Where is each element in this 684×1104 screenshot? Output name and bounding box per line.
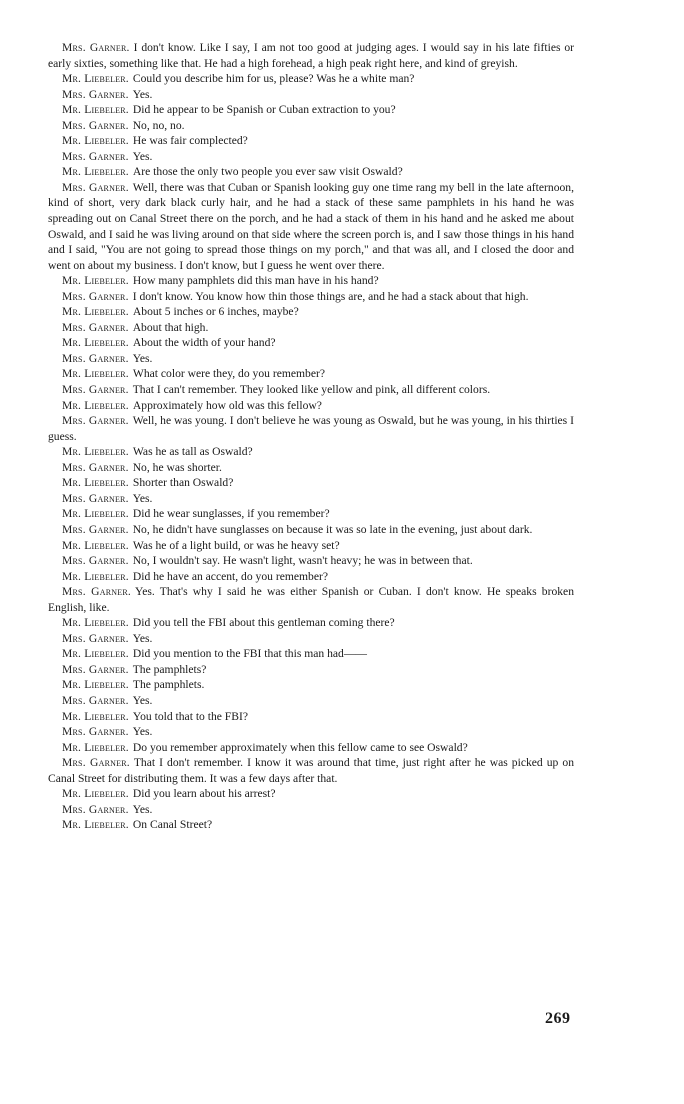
speaker-label: Mrs. Garner.	[62, 351, 129, 365]
speaker-label: Mr. Liebeler.	[62, 709, 129, 723]
testimony-paragraph	[48, 133, 574, 149]
speech-text: Yes.	[132, 351, 153, 365]
testimony-paragraph	[48, 538, 574, 554]
testimony-paragraph	[48, 553, 574, 569]
speaker-label: Mrs. Garner.	[62, 320, 129, 334]
speaker-label: Mr. Liebeler.	[62, 305, 129, 319]
testimony-paragraph	[48, 569, 574, 585]
speaker-label: Mrs. Garner.	[62, 725, 129, 739]
speaker-label: Mrs. Garner.	[62, 554, 129, 568]
testimony-paragraph	[48, 491, 574, 507]
testimony-paragraph	[48, 273, 574, 289]
testimony-paragraph	[48, 615, 574, 631]
testimony-paragraph	[48, 366, 574, 382]
speech-text: Yes.	[132, 693, 153, 707]
speaker-label: Mrs. Garner.	[62, 87, 129, 101]
testimony-paragraph	[48, 413, 574, 444]
speech-text: Yes.	[132, 491, 153, 505]
speech-text: Did he appear to be Spanish or Cuban extraction to you?	[132, 103, 396, 117]
testimony-paragraph	[48, 40, 574, 71]
testimony-paragraph	[48, 102, 574, 118]
speaker-label: Mr. Liebeler.	[62, 103, 129, 117]
speaker-label: Mr. Liebeler.	[62, 818, 129, 832]
speaker-label: Mr. Liebeler.	[62, 445, 129, 459]
speech-text: That I don't remember. I know it was around that time, just right after he was picked up on Canal Street for distributing them. It was a few days after that.	[48, 756, 574, 785]
speaker-label: Mr. Liebeler.	[62, 367, 129, 381]
speech-text: Was he as tall as Oswald?	[132, 445, 253, 459]
speaker-label: Mr. Liebeler.	[62, 616, 129, 630]
speech-text: Did he wear sunglasses, if you remember?	[132, 507, 330, 521]
speech-text: Well, he was young. I don't believe he was young as Oswald, but he was young, in his thirties I guess.	[48, 414, 574, 443]
speech-text: Yes.	[132, 631, 153, 645]
testimony-paragraph	[48, 724, 574, 740]
speech-text: Yes.	[132, 802, 153, 816]
speech-text: No, he was shorter.	[132, 460, 222, 474]
speaker-label: Mrs. Garner.	[62, 118, 129, 132]
speaker-label: Mr. Liebeler.	[62, 134, 129, 148]
speaker-label: Mrs. Garner.	[62, 289, 129, 303]
speaker-label: Mrs. Garner.	[62, 802, 129, 816]
testimony-paragraph	[48, 444, 574, 460]
speaker-label: Mr. Liebeler.	[62, 647, 129, 661]
testimony-paragraph	[48, 693, 574, 709]
testimony-paragraph	[48, 335, 574, 351]
speech-text: Was he of a light build, or was he heavy set?	[132, 538, 340, 552]
speaker-label: Mrs. Garner.	[62, 585, 131, 599]
testimony-paragraph	[48, 351, 574, 367]
testimony-paragraph	[48, 802, 574, 818]
testimony-paragraph	[48, 662, 574, 678]
testimony-paragraph	[48, 87, 574, 103]
testimony-paragraph	[48, 677, 574, 693]
testimony-paragraph	[48, 786, 574, 802]
speaker-label: Mr. Liebeler.	[62, 476, 129, 490]
speech-text: How many pamphlets did this man have in his hand?	[132, 274, 379, 288]
speech-text: About that high.	[132, 320, 209, 334]
speech-text: Yes.	[132, 149, 153, 163]
speaker-label: Mrs. Garner.	[62, 662, 129, 676]
speech-text: Did he have an accent, do you remember?	[132, 569, 328, 583]
testimony-paragraph	[48, 164, 574, 180]
speaker-label: Mrs. Garner.	[62, 414, 129, 428]
testimony-paragraph	[48, 709, 574, 725]
testimony-paragraph	[48, 631, 574, 647]
testimony-paragraph	[48, 460, 574, 476]
speaker-label: Mrs. Garner.	[62, 149, 129, 163]
testimony-paragraph	[48, 71, 574, 87]
speech-text: The pamphlets.	[132, 678, 205, 692]
testimony-paragraph	[48, 149, 574, 165]
testimony-paragraph	[48, 584, 574, 615]
speech-text: Did you tell the FBI about this gentleman coming there?	[132, 616, 395, 630]
speaker-label: Mrs. Garner.	[62, 693, 129, 707]
speaker-label: Mrs. Garner.	[62, 460, 129, 474]
speech-text: Approximately how old was this fellow?	[132, 398, 322, 412]
speech-text: The pamphlets?	[132, 662, 207, 676]
testimony-paragraph	[48, 740, 574, 756]
testimony-paragraph	[48, 398, 574, 414]
testimony-paragraph	[48, 522, 574, 538]
testimony-paragraph	[48, 475, 574, 491]
speaker-label: Mr. Liebeler.	[62, 569, 129, 583]
speech-text: Yes.	[132, 725, 153, 739]
speaker-label: Mr. Liebeler.	[62, 740, 129, 754]
speech-text: Did you mention to the FBI that this man had——	[132, 647, 368, 661]
speaker-label: Mr. Liebeler.	[62, 72, 129, 86]
speech-text: Could you describe him for us, please? Was he a white man?	[132, 72, 415, 86]
speaker-label: Mr. Liebeler.	[62, 507, 129, 521]
speech-text: He was fair complected?	[132, 134, 248, 148]
testimony-paragraph	[48, 382, 574, 398]
speech-text: About 5 inches or 6 inches, maybe?	[132, 305, 299, 319]
speech-text: No, no, no.	[132, 118, 185, 132]
speech-text: I don't know. Like I say, I am not too good at judging ages. I would say in his late fifties or early sixties, something like that. He had a high forehead, a high peak right here, and kind of greyish.	[48, 41, 574, 70]
speaker-label: Mr. Liebeler.	[62, 336, 129, 350]
speech-text: Do you remember approximately when this fellow came to see Oswald?	[132, 740, 468, 754]
testimony-paragraph	[48, 180, 574, 273]
speaker-label: Mr. Liebeler.	[62, 538, 129, 552]
testimony-text	[48, 40, 574, 833]
speech-text: About the width of your hand?	[132, 336, 276, 350]
speech-text: Yes.	[132, 87, 153, 101]
speech-text: You told that to the FBI?	[132, 709, 248, 723]
testimony-paragraph	[48, 320, 574, 336]
speech-text: Are those the only two people you ever saw visit Oswald?	[132, 165, 403, 179]
speaker-label: Mrs. Garner.	[62, 756, 130, 770]
speaker-label: Mr. Liebeler.	[62, 398, 129, 412]
speech-text: Yes. That's why I said he was either Spanish or Cuban. I don't know. He speaks broken English, like.	[48, 585, 574, 614]
page-number: 269	[545, 1010, 571, 1027]
speech-text: No, he didn't have sunglasses on because it was so late in the evening, just about dark.	[132, 522, 533, 536]
testimony-paragraph	[48, 755, 574, 786]
speaker-label: Mrs. Garner.	[62, 491, 129, 505]
testimony-paragraph	[48, 118, 574, 134]
speech-text: Well, there was that Cuban or Spanish looking guy one time rang my bell in the late afternoon, kind of short, very dark black curly hair, and he had a stack of these same pamphlets in his hand he was spreading out on Canal Street there on the porch, and he had a stack of them in his hand and he asked me about Oswald, and I said he was living around on that side where the screen porch is, and I saw those things in his hand and I said, "You are not going to spread those things on my porch," and that was all, and I closed the door and went on about my business. I don't know, but I guess he went over there.	[48, 180, 574, 272]
speaker-label: Mrs. Garner.	[62, 41, 130, 54]
speaker-label: Mr. Liebeler.	[62, 787, 129, 801]
speaker-label: Mrs. Garner.	[62, 522, 129, 536]
speech-text: Did you learn about his arrest?	[132, 787, 276, 801]
speech-text: That I can't remember. They looked like yellow and pink, all different colors.	[132, 383, 491, 397]
speaker-label: Mr. Liebeler.	[62, 274, 129, 288]
speech-text: On Canal Street?	[132, 818, 213, 832]
speaker-label: Mrs. Garner.	[62, 631, 129, 645]
testimony-paragraph	[48, 506, 574, 522]
speaker-label: Mrs. Garner.	[62, 180, 129, 194]
testimony-paragraph	[48, 646, 574, 662]
testimony-paragraph	[48, 289, 574, 305]
testimony-paragraph	[48, 304, 574, 320]
speaker-label: Mr. Liebeler.	[62, 165, 129, 179]
testimony-paragraph	[48, 817, 574, 833]
speaker-label: Mrs. Garner.	[62, 383, 129, 397]
speech-text: No, I wouldn't say. He wasn't light, wasn't heavy; he was in between that.	[132, 554, 473, 568]
speaker-label: Mr. Liebeler.	[62, 678, 129, 692]
speech-text: Shorter than Oswald?	[132, 476, 234, 490]
speech-text: What color were they, do you remember?	[132, 367, 325, 381]
speech-text: I don't know. You know how thin those things are, and he had a stack about that high.	[132, 289, 529, 303]
